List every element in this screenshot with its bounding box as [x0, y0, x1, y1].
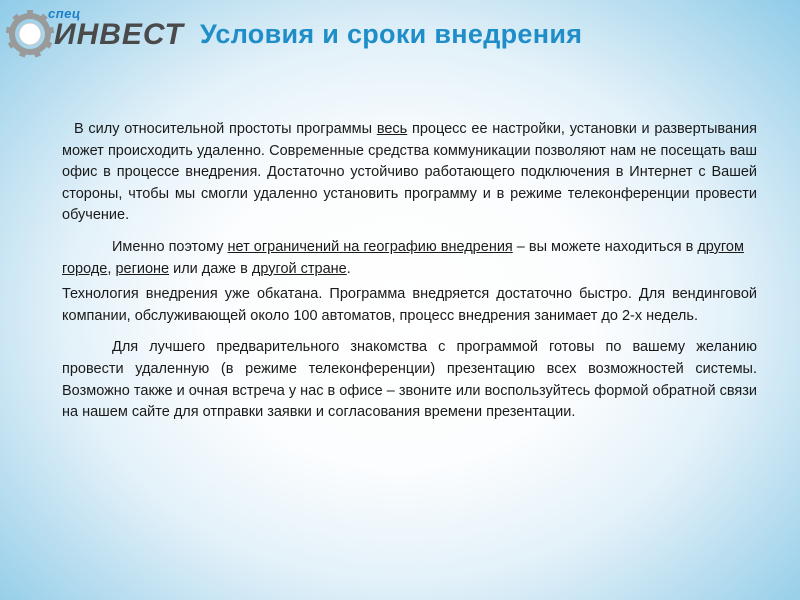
- slide-body: [62, 119, 757, 424]
- slide-title: Условия и сроки внедрения: [200, 19, 583, 49]
- text-span: ,: [107, 260, 116, 277]
- paragraph-remote-setup: [62, 119, 757, 227]
- logo-top-text: спец: [48, 6, 81, 21]
- paragraph-geography: [62, 237, 757, 280]
- paragraph-timeline: Технология внедрения уже обкатана. Программа внедряется достаточно быстро. Для вендинговой компании, обслуживающей около 100 автоматов, процесс внедрения занимает до 2-х недель.: [62, 286, 757, 324]
- company-logo: [4, 4, 184, 60]
- text-span: В силу относительной простоты программы: [74, 121, 377, 137]
- underlined-text: весь: [376, 121, 408, 137]
- underlined-text: другой стране: [251, 260, 347, 277]
- text-span: Именно поэтому: [112, 238, 228, 255]
- paragraph-presentation: Для лучшего предварительного знакомства с программой готовы по вашему желанию провести удаленную (в режиме телеконференции) презентацию всех возможностей системы. Возможно также и очная встреча у нас в офисе – звоните или воспользуйтесь формой обратной связи на нашем сайте для отправки заявки и согласования времени презентации.: [62, 339, 757, 421]
- logo-main-text: ИНВЕСТ: [54, 18, 184, 51]
- underlined-text: регионе: [115, 260, 170, 277]
- underlined-text: другом городе: [62, 238, 744, 277]
- underlined-text: нет ограничений на географию внедрения: [227, 238, 513, 255]
- text-span: процесс ее настройки, установки и развертывания может происходить удаленно. Современные средства коммуникации позволяют нам не посещать ваш офис в процессе внедрения. Достаточно устойчиво работающего подключения в Интернет с Вашей стороны, чтобы мы смогли удаленно установить программу и в режиме телеконференции провести обучение.: [62, 121, 757, 224]
- text-span: .: [346, 260, 351, 277]
- text-span: – вы можете находиться в: [512, 238, 698, 255]
- text-span: или даже в: [169, 260, 252, 277]
